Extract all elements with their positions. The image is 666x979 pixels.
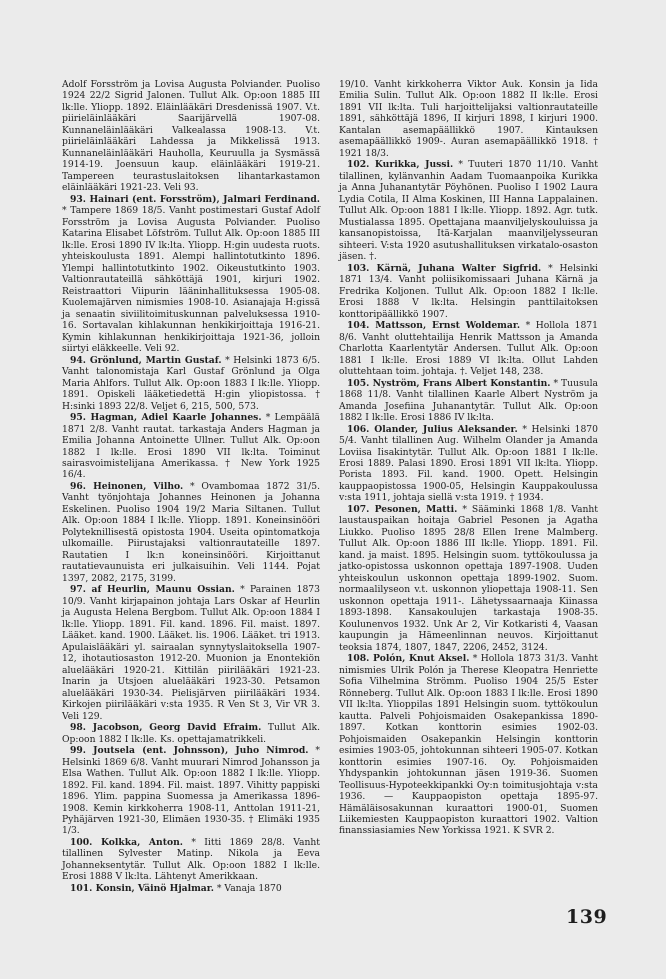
entry-continuation	[62, 79, 320, 194]
entry-text: * Tuusula 1868 11/8. Vanht tilallinen Kaarle Albert Nyström ja Amanda Josefiina Juhanantytär. Tullut Alk. Op:oon 1882 I lk:lle. Erosi 1886 IV lk:lta.	[339, 377, 598, 424]
entry-heading: 97. af Heurlin, Maunu Ossian.	[70, 584, 235, 596]
biography-entry	[62, 481, 320, 584]
biography-entry	[62, 412, 320, 481]
entry-heading: 105. Nyström, Frans Albert Konstantin.	[347, 377, 551, 389]
entry-text: 19/10. Vanht kirkkoherra Viktor Auk. Konsin ja Iida Emilia Sulin. Tullut Alk. Op:oon 1882 II lk:lle. Erosi 1891 VII lk:lta. Tuli harjoittelijaksi valtionrautateille 1891, sähköttäjä 1896, II kirjuri 1898, I kirjuri 1900. Kantalan asemapäällikkö 1907. Kintauksen asemapäällikkö 1909-. Auran asemapäällikkö 1918. † 1921 18/3.	[339, 79, 598, 159]
entry-heading: 101. Konsin, Väinö Hjalmar.	[70, 882, 214, 894]
entry-heading: 96. Heinonen, Vilho.	[70, 480, 184, 492]
biography-entry	[339, 504, 598, 653]
page-number: 139	[566, 906, 608, 928]
biography-entry	[339, 424, 598, 504]
entry-text: * Tuuteri 1870 11/10. Vanht tilallinen, kylänvanhin Aadam Tuomaanpoika Kurikka ja Anna Juhanantytär Pöyhönen. Puoliso I 1902 Laura Lydia Cotila, II Alma Koskinen, III Hanna Lappalainen. Tullut Alk. Op:oon 1881 I lk:lle. Yliopp. 1892. Agr. tutk. Mustialassa 1895. Opettajana maanviljelyskouluissa ja kansanopistoissa, Itä-Karjalan maanviljelysseuran sihteeri. V:sta 1920 asutushallituksen virkatalo-osaston jäsen. †.	[339, 159, 598, 263]
biography-entry	[339, 653, 598, 837]
entry-continuation	[339, 79, 598, 159]
biography-entry	[339, 159, 598, 262]
biography-entry	[62, 194, 320, 355]
entry-heading: 93. Hainari (ent. Forsström), Jalmari Ferdinand.	[70, 193, 320, 205]
entry-text: * Parainen 1873 10/9. Vanht kirjapainon johtaja Lars Oskar af Heurlin ja Augusta Helena Bergbom. Tullut Alk. Op:oon 1884 I lk:lle. Yliopp. 1891. Fil. kand. 1896. Fil. maist. 1897. Lääket. kand. 1900. Lääket. lis. 1906. Lääket. tri 1913. Apulaislääkäri yl. sairaalan synnytyslaitoksella 1907-12, ihotautiosaston 1912-20. Muonion ja Enontekiön aluelääkäri 1920-21. Kittilän piirilääkäri 1921-23. Inarin ja Utsjoen aluelääkäri 1923-30. Petsamon aluelääkäri 1930-34. Pielisjärven piirilääkäri 1934. Kirkojen piirilääkäri v:sta 1935. R Ven St 3, Vir VR 3. Veli 129.	[62, 584, 320, 722]
entry-text: * Hollola 1871 8/6. Vanht oluttehtailija Henrik Mattsson ja Amanda Charlotta Kaarlentytär Andersen. Tullut Alk. Op:oon 1881 I lk:lle. Erosi 1889 VI lk:lta. Ollut Lahden oluttehtaan toim. johtaja. †. Veljet 148, 238.	[339, 320, 598, 378]
entry-heading: 94. Grönlund, Martin Gustaf.	[70, 354, 222, 366]
biography-entry	[339, 263, 598, 320]
entry-text: Tullut Alk. Op:oon 1882 I lk:lle. Ks. opettajamatrikkeli.	[62, 722, 320, 745]
entry-text: * Helsinki 1871 13/4. Vanht poliisikomissaari Juhana Kärnä ja Fredrika Koljonen. Tullut Alk. Op:oon 1882 I lk:lle. Erosi 1888 V lk:lta. Helsingin panttilaitoksen konttoripäällikkö 1907.	[339, 262, 598, 320]
entry-heading: 107. Pesonen, Matti.	[347, 503, 458, 515]
entry-text: * Helsinki 1870 5/4. Vanht tilallinen Aug. Wilhelm Olander ja Amanda Loviisa Iisakintytär. Tullut Alk. Op:oon 1881 I lk:lle. Erosi 1889. Palasi 1890. Erosi 1891 VII lk:lta. Yliopp. Porista 1893. Fil. kand. 1900. Opett. Helsingin kauppaopistossa 1900-05, Helsingin Kauppakoulussa v:sta 1911, johtaja siellä v:sta 1919. † 1934.	[339, 423, 598, 504]
entry-text: * Lempäälä 1871 2/8. Vanht rautat. tarkastaja Anders Hagman ja Emilia Johanna Antoinette Ullner. Tullut Alk. Op:oon 1882 I lk:lle. Erosi 1890 VII lk:lta. Toiminut sairasvoimistelijana Amerikassa. † New York 1925 16/4.	[62, 412, 320, 481]
biography-entry	[62, 883, 320, 894]
entry-text: * Tampere 1869 18/5. Vanht postimestari Gustaf Adolf Forsström ja Lovisa Augusta Polviander. Puoliso Katarina Elisabet Löfström. Tullut Alk. Op:oon 1885 III lk:lle. Erosi 1890 IV lk:lta. Yliopp. H:gin uudesta ruots. yhteiskoulusta 1891. Alempi hallintotutkinto 1896. Ylempi hallintotutkinto 1902. Oikeustutkinto 1903. Valtionrautateillä sähköttäjä 1901, kirjuri 1902. Reistraattori Viipurin lääninhallituksessa 1905-08. Kuolemajärven nimismies 1908-10. Asianajaja H:gissä ja senaatin siviilitoimituskunnan palveluksessa 1910-16. Sortavalan kihlakunnan henkikirjoittaja 1916-21. Kymin kihlakunnan henkikirjoittaja 1921-36, jolloin siirtyi eläkkeelle. Veli 92.	[62, 205, 320, 355]
entry-text: * Vanaja 1870	[213, 882, 282, 894]
entry-text: * Sääminki 1868 1/8. Vanht laustauspaikan hoitaja Gabriel Pesonen ja Agatha Liukko. Puoliso 1895 28/8 Ellen Irene Malmberg. Tullut Alk. Op:oon 1886 III lk:lle. Yliopp. 1891. Fil. kand. ja maist. 1895. Helsingin suom. tyttökoulussa ja jatko-opistossa uskonnon opettaja 1897-1908. Uuden yhteiskoulun uskonnon opettaja 1899-1902. Suom. normaalilyseon v.t. uskonnon yliopettaja 1908-11. Sen uskonnon opettaja 1911-. Lähetyssaarnaaja Kiinassa 1893-1898. Kansakoulujen tarkastaja 1908-35. Koulunenvos 1932. Unk Ar 2, Vir Kotkaristi 4, Vaasan kaupungin ja Hämeenlinnan neuvos. Kirjoittanut teoksia 1874, 1807, 1847, 2206, 2452, 3124.	[339, 503, 598, 653]
entry-heading: 95. Hagman, Adiel Kaarle Johannes.	[70, 412, 262, 424]
entry-heading: 100. Kolkka, Anton.	[70, 836, 183, 848]
entry-heading: 102. Kurikka, Jussi.	[347, 159, 454, 171]
entry-heading: 103. Kärnä, Juhana Walter Sigfrid.	[347, 262, 542, 274]
biography-entry	[62, 745, 320, 837]
biography-entry	[339, 320, 598, 377]
entry-heading: 99. Joutsela (ent. Johnsson), Juho Nimrod.	[70, 745, 309, 757]
biography-entry	[62, 584, 320, 722]
biography-entry	[62, 722, 320, 745]
left-column	[62, 79, 320, 894]
biography-entry	[62, 837, 320, 883]
entry-text: * Helsinki 1869 6/8. Vanht muurari Nimrod Johansson ja Elsa Wathen. Tullut Alk. Op:oon 1882 I lk:lle. Yliopp. 1892. Fil. kand. 1894. Fil. maist. 1897. Vihitty pappiski 1896. Ylim. pappina Suomessa ja Amerikassa 1896-1908. Kemin kirkkoherra 1908-11, Anttolan 1911-21, Pyhäjärven 1921-30, Elimäen 1930-35. † Elimäki 1935 1/3.	[62, 745, 320, 837]
entry-heading: 106. Olander, Julius Aleksander.	[347, 423, 518, 435]
biography-entry	[339, 378, 598, 424]
entry-text: * Iitti 1869 28/8. Vanht tilallinen Sylvester Matinp. Nikola ja Eeva Johanneksentytär. Tullut Alk. Op:oon 1882 I lk:lle. Erosi 1888 V lk:lta. Lähtenyt Amerikkaan.	[62, 836, 320, 883]
entry-text: * Ovambomaa 1872 31/5. Vanht työnjohtaja Johannes Heinonen ja Johanna Eskelinen. Puoliso 1904 19/2 Maria Siltanen. Tullut Alk. Op:oon 1884 I lk:lle. Yliopp. 1891. Koneinsinööri Polyteknillisestä opistosta 1904. Useita opintomatkoja ulkomaille. Piirustajaksi valtionrautateille 1897. Rautatien I lk:n koneinsinööri. Kirjoittanut rautatievaunuista eri julkaisuihin. Veli 1144. Pojat 1397, 2082, 2175, 3199.	[62, 480, 320, 584]
right-column	[339, 79, 598, 837]
entry-heading: 98. Jacobson, Georg David Efraim.	[70, 722, 262, 734]
entry-heading: 104. Mattsson, Ernst Woldemar.	[347, 320, 521, 332]
entry-text: Adolf Forsström ja Lovisa Augusta Polviander. Puoliso 1924 22/2 Sigrid Jalonen. Tullut Alk. Op:oon 1885 III lk:lle. Yliopp. 1892. Eläinlääkäri Dresdenissä 1907. V.t. piirieläinlääkäri Saarijärvellä 1907-08. Kunnaneläinlääkäri Valkealassa 1908-13. V.t. piirieläinlääkäri Lahdessa ja Mikkelissä 1913. Kunnaneläinlääkäri Hauholla, Keuruulla ja Sysmässä 1914-19. Joensuun kaup. eläinlääkäri 1919-21. Tampereen teurastuslaitoksen lihantarkastamon eläinlääkäri 1921-23. Veli 93.	[62, 79, 320, 194]
biography-entry	[62, 355, 320, 412]
entry-text: * Hollola 1873 31/3. Vanht nimismies Ulrik Polón ja Therese Kleopatra Henriette Sofia Vilhelmina Strömm. Puoliso 1904 25/5 Ester Rönneberg. Tullut Alk. Op:oon 1883 I lk:lle. Erosi 1890 VII lk:lta. Ylioppilas 1891 Helsingin suom. tyttökoulun kautta. Palveli Pohjoismaiden Osakepankissa 1890-1897. Kotkan konttorin esimies 1902-03. Pohjoismaiden Osakepankin Helsingin konttorin esimies 1903-05, johtokunnan sihteeri 1905-07. Kotkan konttorin esimies 1907-16. Oy. Pohjoismaiden Yhdyspankin johtokunnan jäsen 1919-36. Suomen Teollisuus-Hypoteekkipankki Oy:n toimitusjohtaja v:sta 1936. — Kauppaopiston opettaja 1895-97. Hämäläisosakunnan kuraattori 1900-01, Suomen Liikemiesten Kauppaopiston kuraattori 1902. Valtion finanssiasiamies New Yorkissa 1921. K SVR 2.	[339, 653, 598, 837]
entry-text: * Helsinki 1873 6/5. Vanht talonomistaja Karl Gustaf Grönlund ja Olga Maria Ahlfors. Tullut Alk. Op:oon 1883 I lk:lle. Yliopp. 1891. Opiskeli lääketiedettä H:gin yliopistossa. † H:sinki 1893 22/8. Veljet 6, 215, 500, 573.	[62, 354, 320, 412]
entry-heading: 108. Polón, Knut Aksel.	[347, 653, 470, 665]
